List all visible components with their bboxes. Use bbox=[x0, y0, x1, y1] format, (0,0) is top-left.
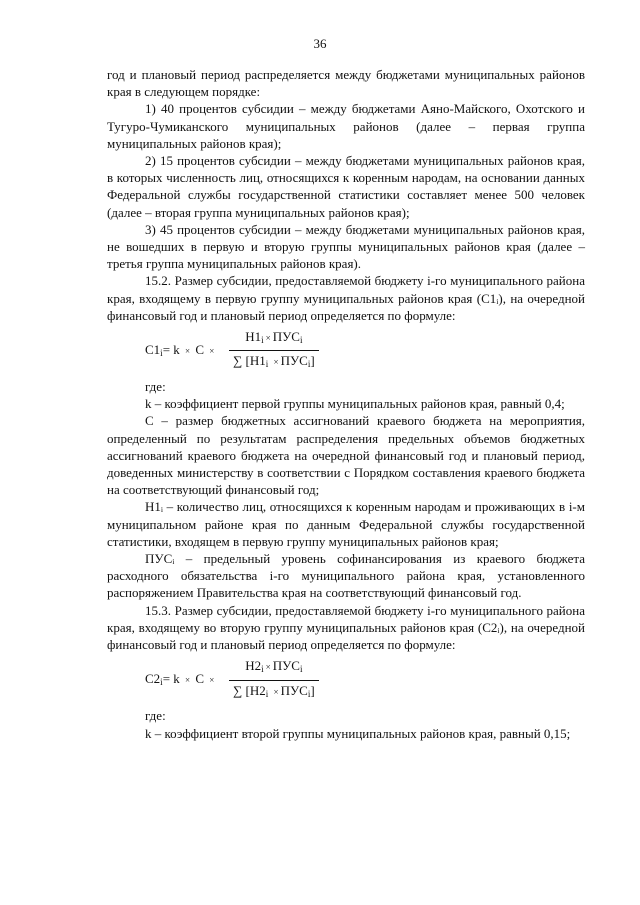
paragraph-intro: год и плановый период распределяется между бюджетами муниципальных районов края в следующем порядке: bbox=[107, 67, 585, 100]
definition-c: C – размер бюджетных ассигнований краевого бюджета на мероприятия, определенный по результатам распределения предельных объемов бюджетных ассигнований краевого бюджета на очередной финансовый год и плановый период, доведенных министерству в соответствии с Порядком составления краевого бюджета на соответствующий финансовый год; bbox=[107, 413, 585, 498]
formula-c2-denominator: ∑ $[Н2_i \times ПУС_i]$ bbox=[233, 682, 315, 699]
paragraph-15-3: 15.3. Размер субсидии, предоставляемой бюджету i-го муниципального района края, входящему во вторую группу муниципальных районов края (C2ᵢ), на очередной финансовый год и плановый период определяется по формуле: bbox=[107, 602, 585, 653]
formula-c1-numerator: $Н1_i \times ПУС_i$ bbox=[245, 329, 303, 346]
definition-n1: Н1ᵢ – количество лиц, относящихся к коренным народам и проживающих в i-м муниципальном районе края по данным Федеральной службы государственной статистики, входящем в первую группу муниципальных районов края; bbox=[107, 499, 585, 549]
formula-c2-fraction bbox=[229, 657, 319, 702]
formula-c1-fraction bbox=[229, 328, 319, 373]
formula-c1 bbox=[145, 328, 585, 374]
paragraph-group-2: 2) 15 процентов субсидии – между бюджетами муниципальных районов края, в которых численность лиц, относящихся к коренным народам, на основании данных Федеральной службы государственной статистики составляет менее 500 человек (далее – вторая группа муниципальных районов края); bbox=[107, 153, 585, 220]
formula-c2 bbox=[145, 657, 585, 703]
where-label-2: где: bbox=[145, 708, 166, 724]
formula-c2-numerator: $Н2_i \times ПУС_i$ bbox=[245, 658, 303, 675]
paragraph-15-2: 15.2. Размер субсидии, предоставляемой бюджету i-го муниципального района края, входящему в первую группу муниципальных районов края (C1ᵢ), на очередной финансовый год и плановый период определяется по формуле: bbox=[107, 273, 585, 323]
paragraph-group-3: 3) 45 процентов субсидии – между бюджетами муниципальных районов края, не вошедших в первую и вторую группы муниципальных районов края (далее – третья группа муниципальных районов края). bbox=[107, 221, 585, 272]
formula-c1-lhs: $C1_i= k \times C$ × bbox=[145, 342, 215, 359]
formula-c1-denominator: ∑ $[Н1_i \times ПУС_i]$ bbox=[233, 353, 315, 370]
page-number: 36 bbox=[313, 36, 327, 51]
definition-pus: ПУСᵢ – предельный уровень софинансирования из краевого бюджета расходного обязательства i-го муниципального района края, установленного распоряжением Правительства края на соответствующий финансовый год. bbox=[107, 551, 585, 601]
definition-k1: k – коэффициент первой группы муниципальных районов края, равный 0,4; bbox=[145, 396, 565, 412]
definition-k2: k – коэффициент второй группы муниципальных районов края, равный 0,15; bbox=[145, 725, 571, 741]
formula-c2-lhs: $C2_i= k \times C$ × bbox=[145, 671, 215, 688]
document-body bbox=[107, 66, 585, 742]
paragraph-group-1: 1) 40 процентов субсидии – между бюджетами Аяно-Майского, Охотского и Тугуро-Чумиканского муниципальных районов (далее – первая группа муниципальных районов края); bbox=[107, 101, 585, 151]
where-label-1: где: bbox=[145, 379, 166, 395]
